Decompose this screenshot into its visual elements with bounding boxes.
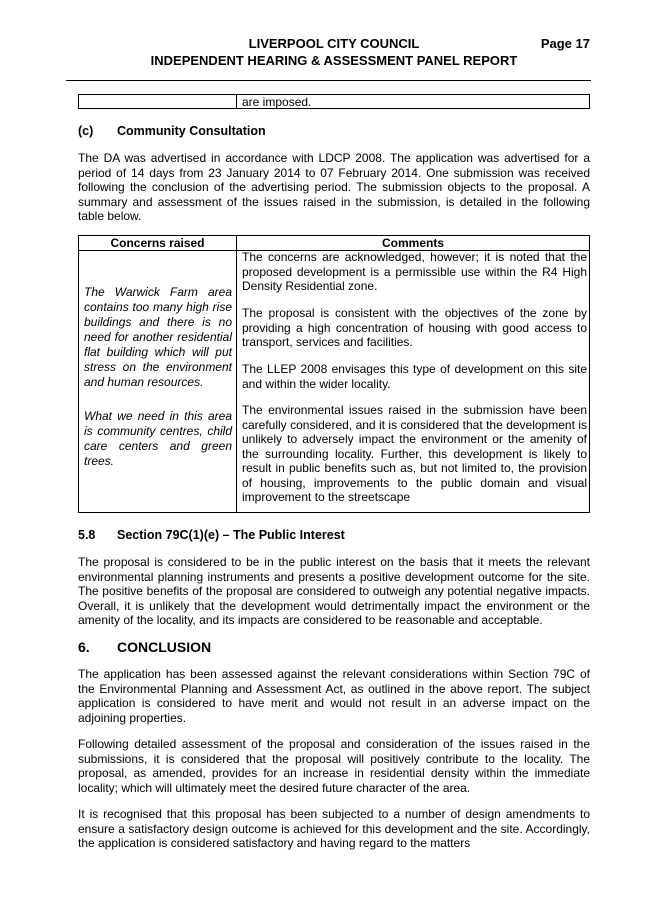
comment-item: The environmental issues raised in the submission have been carefully considered, and it is considered that the development is unlikely to adversely impact the environment or the amenity of the surrounding locality. Further, this development is likely to result in public benefits such as, but not limited to, the provision of housing, improvements to the public domain and visual improvement to the streetscape <box>242 403 587 504</box>
continued-table <box>78 94 590 109</box>
paragraph-text: The proposal is considered to be in the public interest on the basis that it meets the relevant environmental planning instruments and presents a positive development outcome for the site. The positive benefits of the proposal are considered to outweigh any potential negative impacts. Overall, it is unlikely that the development would detrimentally impact the environment or the amenity of the locality, and its impacts are considered to be reasonable and acceptable. <box>78 555 590 627</box>
column-header-concerns: Concerns raised <box>110 236 205 250</box>
paragraph-text: The application has been assessed against the relevant considerations within Section 79C of the Environmental Planning and Assessment Act, as outlined in the above report. The subject application is considered to have merit and would not result in an adverse impact on the adjoining properties. <box>78 667 590 725</box>
section-5-8-number: 5.8 <box>78 528 96 542</box>
section-c-title: Community Consultation <box>117 124 266 138</box>
continued-table-empty-cell <box>79 95 237 108</box>
concern-item: What we need in this area is community centres, child care centers and green trees. <box>84 409 232 468</box>
concerns-table <box>78 235 590 513</box>
page-number: Page 17 <box>540 36 590 51</box>
paragraph-text: Following detailed assessment of the proposal and consideration of the issues raised in the submissions, it is considered that the proposal will positively contribute to the locality. The proposal, as amended, provides for an increase in residential density within the immediate locality; which will ultimately meet the desired future character of the area. <box>78 737 590 795</box>
section-c-heading <box>78 124 266 139</box>
conclusion-paragraph <box>78 737 590 795</box>
page-header <box>78 36 590 76</box>
conclusion-paragraph <box>78 807 590 851</box>
section-c-number: (c) <box>78 124 94 138</box>
section-5-8-heading <box>78 528 345 543</box>
section-c-paragraph <box>78 151 590 224</box>
comment-item: The LLEP 2008 envisages this type of development on this site and within the wider locality. <box>242 362 587 391</box>
conclusion-heading <box>78 639 211 656</box>
section-5-8-title: Section 79C(1)(e) – The Public Interest <box>117 528 345 542</box>
conclusion-title: CONCLUSION <box>117 639 212 655</box>
conclusion-paragraph <box>78 667 590 725</box>
concern-item: The Warwick Farm area contains too many high rise buildings and there is no need for another residential flat building which will put stress on the environment and human resources. <box>84 285 232 389</box>
paragraph-text: The DA was advertised in accordance with LDCP 2008. The application was advertised for a period of 14 days from 23 January 2014 to 07 February 2014. One submission was received following the conclusion of the advertising period. The submission objects to the proposal. A summary and assessment of the issues raised in the submission, is detailed in the following table below. <box>78 151 590 223</box>
header-divider <box>66 80 591 81</box>
section-5-8-paragraph <box>78 555 590 628</box>
column-header-comments: Comments <box>381 236 444 250</box>
column-divider <box>236 236 237 512</box>
comment-item: The concerns are acknowledged, however; it is noted that the proposed development is a permissible use within the R4 High Density Residential zone. <box>242 250 587 293</box>
report-title: INDEPENDENT HEARING & ASSESSMENT PANEL REPORT <box>150 53 518 68</box>
paragraph-text: It is recognised that this proposal has been subjected to a number of design amendments to ensure a satisfactory design outcome is achieved for this development and the site. Accordingly, the application is considered satisfactory and having regard to the matters <box>78 807 590 850</box>
council-name: LIVERPOOL CITY COUNCIL <box>248 36 420 51</box>
conclusion-number: 6. <box>78 639 90 655</box>
continued-table-cell: are imposed. <box>242 95 312 109</box>
comment-item: The proposal is consistent with the objectives of the zone by providing a high concentration of housing with good access to transport, services and facilities. <box>242 306 587 349</box>
